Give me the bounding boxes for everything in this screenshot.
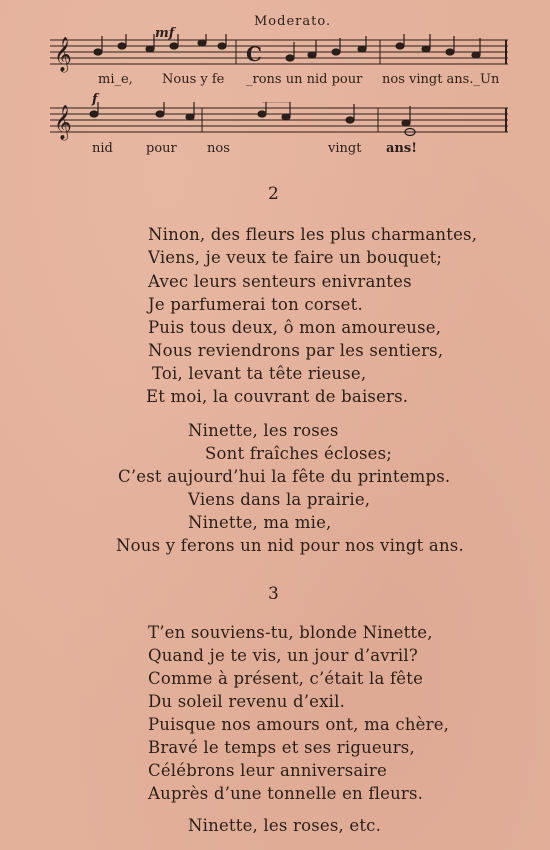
dynamic-mf: mf [155, 26, 175, 41]
verse-line: Puis tous deux, ô mon amoureuse, [148, 318, 442, 337]
lyric-1d: nos vingt ans._Un [382, 72, 500, 87]
lyric-2c: nos [207, 141, 230, 156]
lyric-1c: _rons un nid pour [246, 72, 363, 87]
verse-line: Toi, levant ta tête rieuse, [152, 364, 367, 383]
refrain-line: C’est aujourd’hui la fête du printemps. [118, 467, 451, 486]
lyric-1a: mi_e, [98, 72, 133, 87]
lyric-2a: nid [92, 141, 113, 156]
verse-line: Célébrons leur anniversaire [148, 761, 387, 780]
lyric-2d: vingt [328, 141, 362, 156]
refrain-line: Viens dans la prairie, [188, 490, 371, 509]
tempo-marking: Moderato. [254, 14, 332, 29]
refrain-line: Nous y ferons un nid pour nos vingt ans. [116, 536, 464, 555]
verse-line: Nous reviendrons par les sentiers, [148, 341, 444, 360]
music-staff-1 [50, 34, 512, 74]
verse-line: Comme à présent, c’était la fête [148, 669, 424, 688]
lyric-1b: Nous y fe [162, 72, 225, 87]
verse-line: Avec leurs senteurs enivrantes [148, 272, 412, 291]
dynamic-f: f [92, 92, 98, 107]
refrain-cue: Ninette, les roses, etc. [188, 816, 382, 835]
svg-text:𝄞: 𝄞 [54, 37, 72, 72]
verse-line: Quand je te vis, un jour d’avril? [148, 646, 418, 665]
lyric-2b: pour [146, 141, 177, 156]
stanza-number-3: 3 [268, 584, 279, 604]
lyric-2e: ans! [386, 141, 417, 156]
refrain-line: Ninette, les roses [188, 421, 339, 440]
refrain-line: Sont fraîches écloses; [205, 444, 393, 463]
verse-line: T’en souviens-tu, blonde Ninette, [148, 623, 433, 642]
verse-line: Du soleil revenu d’exil. [148, 692, 346, 711]
verse-line: Ninon, des fleurs les plus charmantes, [148, 225, 478, 244]
music-staff-2 [50, 102, 512, 142]
verse-line: Viens, je veux te faire un bouquet; [148, 248, 443, 267]
verse-line: Bravé le temps et ses rigueurs, [148, 738, 415, 757]
stanza-number-2: 2 [268, 184, 279, 204]
verse-line: Puisque nos amours ont, ma chère, [148, 715, 450, 734]
svg-text:C: C [246, 42, 262, 66]
verse-line: Je parfumerai ton corset. [148, 295, 363, 314]
refrain-line: Ninette, ma mie, [188, 513, 332, 532]
svg-text:𝄞: 𝄞 [54, 105, 72, 140]
verse-line: Et moi, la couvrant de baisers. [146, 387, 409, 406]
verse-line: Auprès d’une tonnelle en fleurs. [148, 784, 424, 803]
